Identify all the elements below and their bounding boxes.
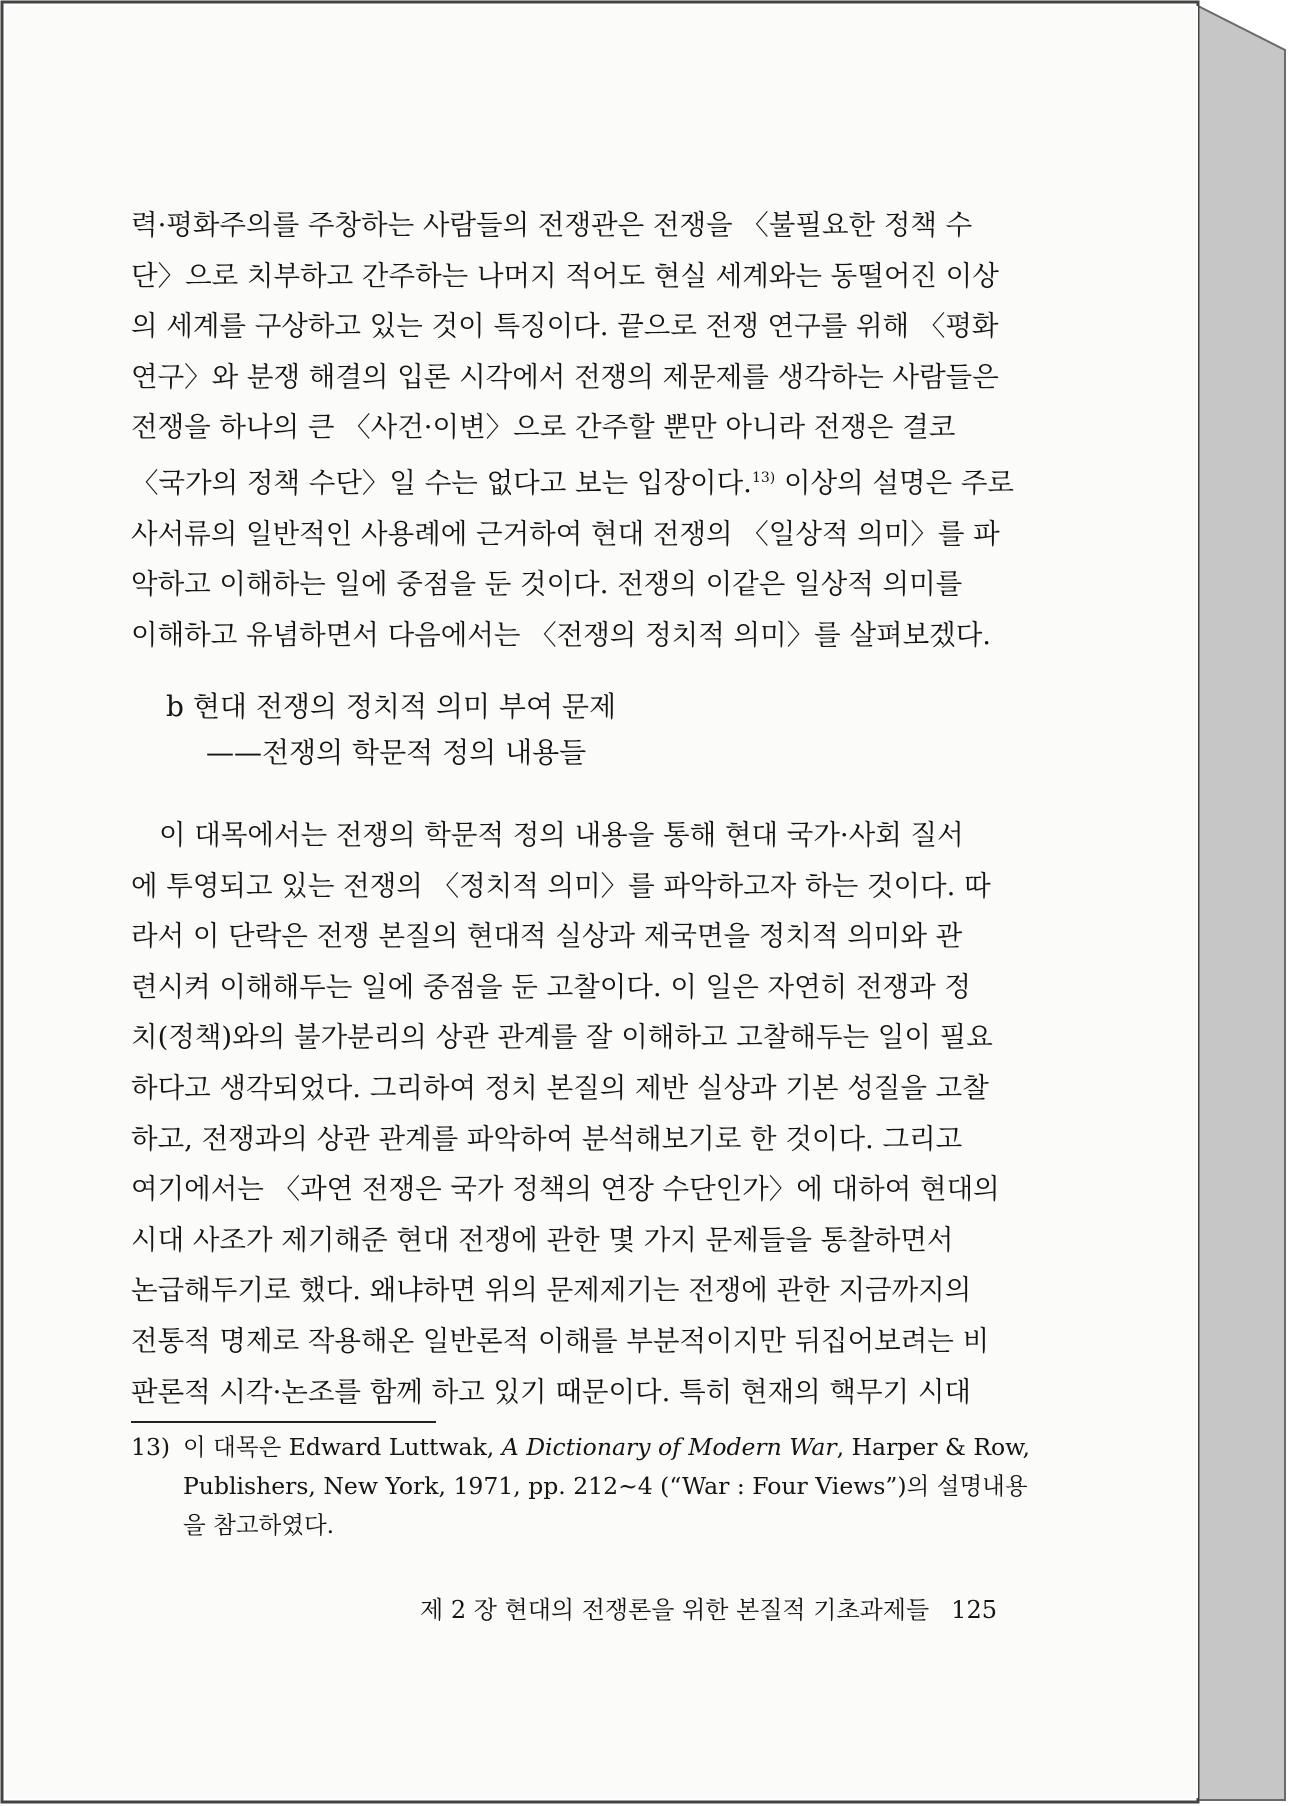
text-line: 라서 이 단락은 전쟁 본질의 현대적 실상과 제국면을 정치적 의미와 관	[131, 920, 963, 953]
section-title: b 현대 전쟁의 정치적 의미 부여 문제	[166, 690, 616, 723]
text-line: 여기에서는 〈과연 전쟁은 국가 정책의 연장 수단인가〉에 대하여 현대의	[131, 1173, 1000, 1206]
footnote	[131, 1428, 1043, 1545]
text-line	[131, 453, 1041, 509]
paragraph	[131, 810, 1041, 1417]
text-span: 이상의 설명은 주로	[775, 467, 1014, 500]
section-subtitle: ——전쟁의 학문적 정의 내용들	[206, 736, 587, 769]
text-line: 시대 사조가 제기해준 현대 전쟁에 관한 몇 가지 문제들을 통찰하면서	[131, 1223, 954, 1256]
footnote-divider	[131, 1421, 436, 1423]
text-line: 전통적 명제로 작용해온 일반론적 이해를 부분적이지만 뒤집어보려는 비	[131, 1324, 990, 1357]
text-line: 치(정책)와의 불가분리의 상관 관계를 잘 이해하고 고찰해두는 일이 필요	[131, 1021, 993, 1054]
footnote-reference: 13)	[751, 469, 776, 486]
book-title: A Dictionary of Modern War	[501, 1433, 837, 1461]
text-line: 단〉으로 치부하고 간주하는 나머지 적어도 현실 세계와는 동떨어진 이상	[131, 259, 999, 292]
text-line: 악하고 이해하는 일에 중점을 둔 것이다. 전쟁의 이같은 일상적 의미를	[131, 568, 963, 601]
text-line: 하고, 전쟁과의 상관 관계를 파악하여 분석해보기로 한 것이다. 그리고	[131, 1122, 963, 1155]
running-footer	[420, 1590, 1020, 1625]
text-line: 전쟁을 하나의 큰 〈사건·이변〉으로 간주할 뿐만 아니라 전쟁은 결코	[131, 411, 956, 444]
text-line: 련시켜 이해해두는 일에 중점을 둔 고찰이다. 이 일은 자연히 전쟁과 정	[131, 970, 971, 1003]
text-line: 사서류의 일반적인 사용례에 근거하여 현대 전쟁의 〈일상적 의미〉를 파	[131, 517, 1000, 550]
footnote-number: 13)	[131, 1433, 171, 1461]
text-line: 하다고 생각되었다. 그리하여 정치 본질의 제반 실상과 기본 성질을 고찰	[131, 1071, 989, 1104]
paragraph-continued	[131, 200, 1041, 661]
footnote-text	[131, 1428, 1043, 1545]
text-line: 이해하고 유념하면서 다음에서는 〈전쟁의 정치적 의미〉를 살펴보겠다.	[131, 618, 992, 651]
text-line: 연구〉와 분쟁 해결의 입론 시각에서 전쟁의 제문제를 생각하는 사람들은	[131, 360, 999, 393]
text-line: 이 대목에서는 전쟁의 학문적 정의 내용을 통해 현대 국가·사회 질서	[159, 819, 964, 851]
chapter-title: 제 2 장 현대의 전쟁론을 위한 본질적 기초과제들	[420, 1596, 930, 1624]
text-line: 판론적 시각·논조를 함께 하고 있기 때문이다. 특히 현재의 핵무기 시대	[131, 1375, 971, 1408]
text-line: 논급해두기로 했다. 왜냐하면 위의 문제제기는 전쟁에 관한 지금까지의	[131, 1274, 972, 1307]
text-span: , Harper & Row, Publishers, New York, 1971, pp. 212~4 (“War : Four Views”)의 설명내용을 참고하였다.	[183, 1433, 1030, 1539]
text-span: 이 대목은 Edward Luttwak,	[183, 1433, 502, 1461]
text-line: 에 투영되고 있는 전쟁의 〈정치적 의미〉를 파악하고자 하는 것이다. 따	[131, 869, 991, 902]
text-line: 력·평화주의를 주창하는 사람들의 전쟁관은 전쟁을 〈불필요한 정책 수	[131, 209, 973, 241]
page-number: 125	[951, 1596, 997, 1624]
text-line: 의 세계를 구상하고 있는 것이 특징이다. 끝으로 전쟁 연구를 위해 〈평화	[131, 310, 999, 343]
section-heading	[166, 684, 616, 776]
text-span: 〈국가의 정책 수단〉일 수는 없다고 보는 입장이다.	[131, 467, 752, 500]
